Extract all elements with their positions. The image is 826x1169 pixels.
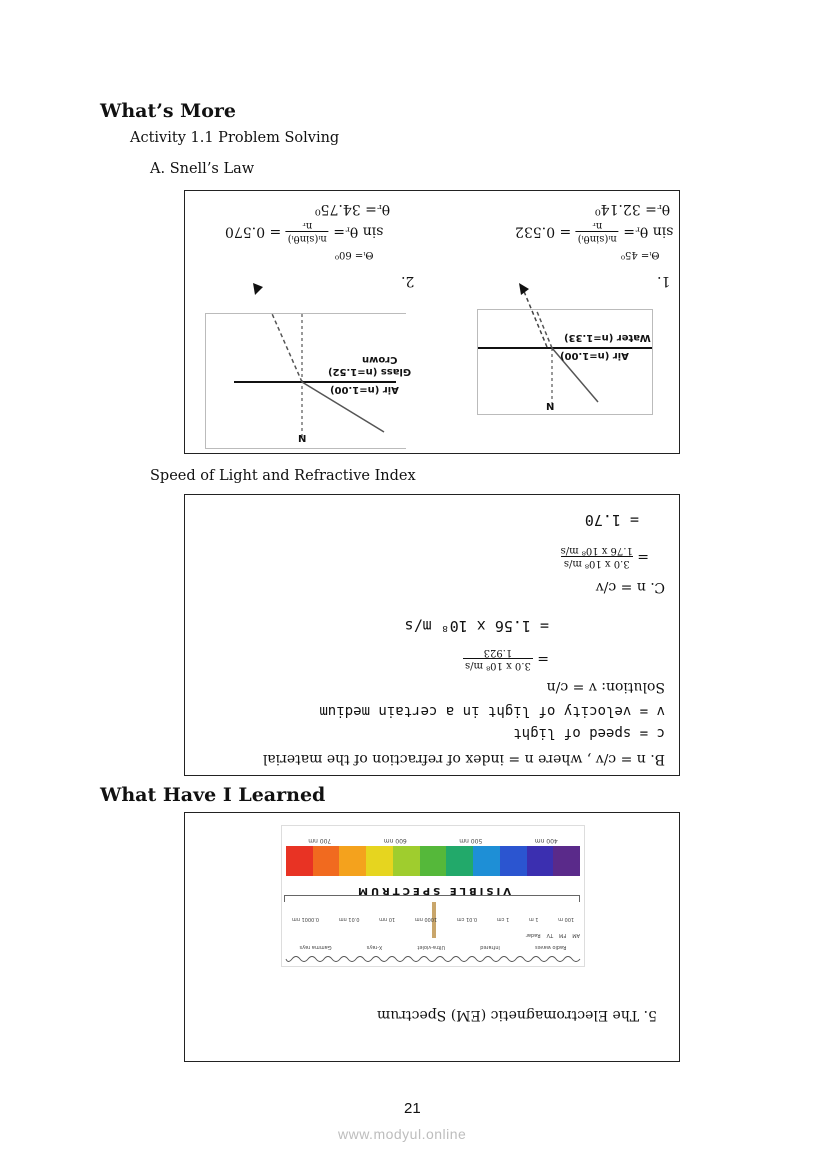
problem-2-theta-r: θᵣ= 34.75⁰ xyxy=(315,201,391,217)
diagram-2-svg xyxy=(206,314,406,448)
problem-2-sin-result: = 0.570 xyxy=(225,223,282,240)
problem-1-theta-r: θᵣ= 32.14⁰ xyxy=(595,201,671,217)
diagram-2-top-label: Air (n=1.00) xyxy=(330,384,399,395)
wavelength-label: 10 nm xyxy=(379,916,396,922)
diagram-1-arrow xyxy=(509,281,569,351)
watermark: www.modyul.online xyxy=(338,1126,467,1142)
step2-den: 1.76 x 10⁸ m/s xyxy=(560,545,633,556)
section-title-what-have-i-learned: What Have I Learned xyxy=(100,784,326,806)
step1-num: 3.0 x 10⁸ m/s xyxy=(465,660,531,671)
diagram-1-bottom-label: Water (n=1.33) xyxy=(564,332,651,343)
diagram-2-bottom-label-2: Glass (n=1.52) xyxy=(328,366,412,377)
diagram-2-normal-label: N xyxy=(298,432,307,443)
page-number: 21 xyxy=(404,1100,421,1117)
spectrum-band xyxy=(473,846,500,876)
part-a-title: A. Snell’s Law xyxy=(150,161,255,177)
spectrum-band xyxy=(393,846,420,876)
nm-scale xyxy=(282,828,584,844)
diagram-1-top-label: Air (n=1.00) xyxy=(560,350,629,361)
wavelength-label: 0.0001 nm xyxy=(291,916,320,922)
diagram-2-ray-out xyxy=(266,314,302,382)
step2-fraction: = 3.0 x 10⁸ m/s 1.76 x 10⁸ m/s xyxy=(560,545,649,569)
diagram-2-bottom-label-1: Crown xyxy=(362,354,398,365)
em-spectrum-figure xyxy=(281,825,585,967)
wavelength-label: 0.01 nm xyxy=(338,916,360,922)
region-label: Gamma rays xyxy=(299,944,332,950)
em-bracket xyxy=(284,895,580,902)
wavelength-label: 1000 nm xyxy=(414,916,438,922)
problem-1-sin-prefix: sin θᵣ= xyxy=(623,223,674,240)
region-labels xyxy=(282,944,584,950)
problem-2-number: 2. xyxy=(401,273,415,289)
em-spectrum-box xyxy=(184,812,680,1062)
region-label: X-rays xyxy=(366,944,383,950)
spectrum-band xyxy=(420,846,447,876)
nm-label: 500 nm xyxy=(459,837,483,844)
spectrum-band xyxy=(313,846,340,876)
wavelength-label: 100 m xyxy=(558,916,575,922)
band-labels xyxy=(526,932,580,938)
em-wave xyxy=(282,954,584,964)
nm-label: 600 nm xyxy=(383,837,407,844)
spectrum-band xyxy=(446,846,473,876)
em-spectrum-caption: 5. The Electromagnetic (EM) Spectrum xyxy=(377,1007,657,1023)
problem-1-number: 1. xyxy=(657,273,671,289)
problem-2-sin xyxy=(225,219,383,244)
spectrum-band xyxy=(553,846,580,876)
part-c-line: C. n = c/v xyxy=(595,579,665,595)
problem-2-fraction-den: nᵣ xyxy=(302,220,313,231)
nm-label: 400 nm xyxy=(534,837,558,844)
wavelength-label: 1 cm xyxy=(496,916,510,922)
region-label: Ultra-violet xyxy=(417,944,446,950)
problem-2-theta-i: Θᵢ= 60⁰ xyxy=(335,249,374,260)
band-label: FM xyxy=(559,932,567,938)
band-label: AM xyxy=(572,932,580,938)
problem-1-fraction-den: nᵣ xyxy=(592,220,603,231)
problem-1-fraction xyxy=(576,219,619,244)
step1-den: 1.923 xyxy=(483,647,513,658)
step1-result: = 1.56 x 10⁸ m/s xyxy=(404,617,549,635)
diagram-2 xyxy=(205,313,412,449)
spectrum-band xyxy=(500,846,527,876)
c-definition: c = speed of light xyxy=(513,725,665,741)
wavelength-label: 1 m xyxy=(528,916,539,922)
problem-1-fraction-num: nᵢ(sinθᵢ) xyxy=(577,233,617,244)
region-label: Infrared xyxy=(480,944,500,950)
step2-result: = 1.70 xyxy=(584,511,639,529)
band-label: TV xyxy=(546,932,554,938)
speed-content xyxy=(185,495,679,775)
nm-label: 700 nm xyxy=(308,837,332,844)
speed-of-light-title: Speed of Light and Refractive Index xyxy=(150,468,416,484)
wavelength-label: 0.01 cm xyxy=(456,916,478,922)
solution-line: Solution: v = c/n xyxy=(546,679,665,695)
step2-num: 3.0 x 10⁸ m/s xyxy=(561,556,633,569)
diagram-1-normal-label: N xyxy=(546,400,555,411)
problem-1-theta-i: Θᵢ= 45⁰ xyxy=(621,249,660,260)
spectrum-band xyxy=(366,846,393,876)
spectrum-band xyxy=(527,846,554,876)
speed-of-light-box xyxy=(184,494,680,776)
band-label: Radar xyxy=(525,932,541,938)
visible-spectrum-label: VISIBLE SPECTRUM xyxy=(355,885,511,896)
activity-title: Activity 1.1 Problem Solving xyxy=(130,130,340,146)
v-definition: v = velocity of light in a certain medium xyxy=(319,703,665,719)
spectrum-band xyxy=(339,846,366,876)
wavelength-scale xyxy=(282,916,584,922)
problem-2-fraction xyxy=(286,219,329,244)
visible-spectrum-bar xyxy=(286,846,580,876)
problem-2-fraction-num: nᵢ(sinθᵢ) xyxy=(287,233,327,244)
problem-1-sin xyxy=(515,219,673,244)
step1-fraction: = 3.0 x 10⁸ m/s 1.923 xyxy=(465,647,549,671)
part-b-line: B. n = c/v , where n = index of refraction of the material xyxy=(262,751,665,767)
diagram-2-arrow xyxy=(245,281,305,321)
problem-2-sin-prefix: sin θᵣ= xyxy=(333,223,384,240)
problem-1-sin-result: = 0.532 xyxy=(515,223,572,240)
region-label: Radio waves xyxy=(535,944,567,950)
snell-law-box xyxy=(184,190,680,454)
spectrum-band xyxy=(286,846,313,876)
section-title-whats-more: What’s More xyxy=(100,100,236,122)
